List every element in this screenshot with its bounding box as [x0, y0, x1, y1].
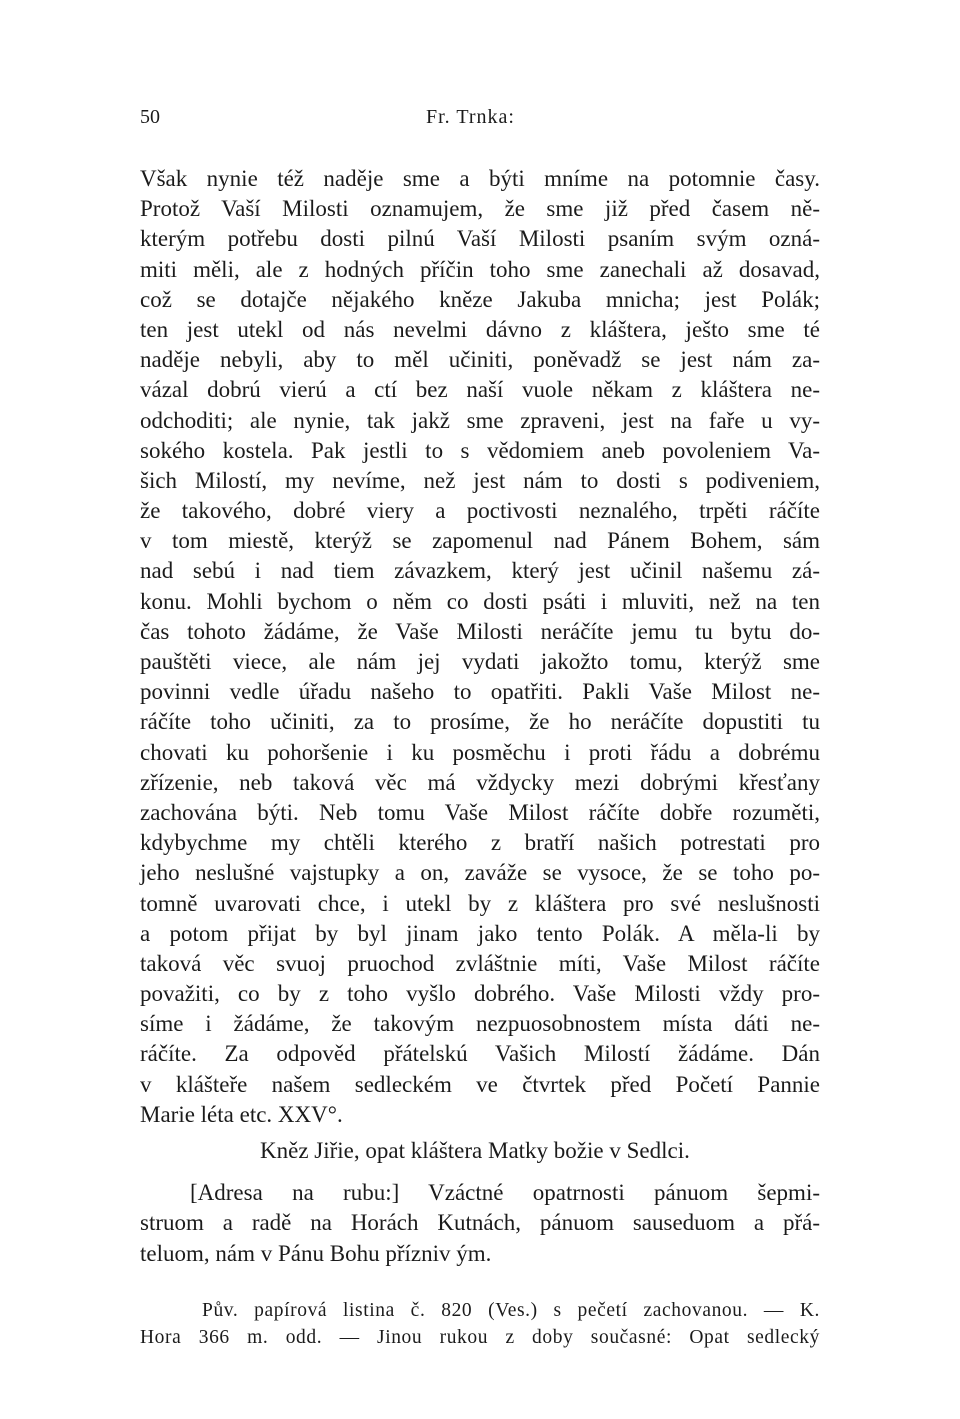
address-line: teluom, nám v Pánu Bohu přízniv ým. — [140, 1240, 492, 1266]
text-line: Marie léta etc. XXV°. — [140, 1101, 343, 1127]
text-line: což se dotajče nějakého kněze Jakuba mnicha; jest Polák; — [140, 286, 820, 312]
archival-note — [140, 1297, 820, 1351]
text-line: Protož Vaší Milosti oznamujem, že sme již před časem ně- — [140, 196, 820, 222]
letter-signature: Kněz Jiřie, opat kláštera Matky božie v Sedlci. — [260, 1138, 690, 1163]
text-line: taková věc svuoj pruochod zvláštnie míti, Vaše Milost ráčíte — [140, 950, 820, 976]
text-line: odchoditi; ale nynie, tak jakž sme zpraveni, jest na faře u vy- — [140, 407, 820, 433]
text-line: zřízenie, neb taková věc má vždycky mezi dobrými křesťany — [140, 769, 820, 795]
text-line: považiti, co by z toho vyšlo dobrého. Vaše Milosti vždy pro- — [140, 981, 820, 1007]
text-line: ráčíte. Za odpověd přátelskú Vašich Milostí žádáme. Dán — [140, 1041, 820, 1067]
text-line: sokého kostela. Pak jestli to s vědomiem aneb povoleniem Va- — [140, 437, 820, 463]
text-line: konu. Mohli bychom o něm co dosti psáti i mluviti, než na ten — [140, 588, 820, 614]
note-line: Pův. papírová listina č. 820 (Ves.) s pečetí zachovanou. — K. — [202, 1299, 820, 1321]
text-line: šich Milostí, my nevíme, než jest nám to dosti s podiveniem, — [140, 467, 820, 493]
text-line: že takového, dobré viery a poctivosti neznalého, trpěti ráčíte — [140, 498, 820, 524]
text-line: naděje nebyli, aby to měl učiniti, poněvadž se jest nám za- — [140, 347, 820, 373]
address-note — [140, 1178, 820, 1269]
text-line: kdybychme my chtěli kterého z bratří našich potrestati pro — [140, 830, 820, 856]
address-line: struom a radě na Horách Kutnách, pánuom sauseduom a přá- — [140, 1210, 820, 1236]
text-line: nad sebú i nad tiem závazkem, který jest učinil našemu zá- — [140, 558, 820, 584]
text-line: síme i žádáme, že takovým nezpuosobnostem místa dáti ne- — [140, 1011, 820, 1037]
note-line: Hora 366 m. odd. — Jinou rukou z doby současné: Opat sedlecký — [140, 1326, 820, 1348]
text-line: v klášteře našem sedleckém ve čtvrtek před Početí Pannie — [140, 1071, 820, 1097]
text-line: v tom miestě, kterýž se zapomenul nad Pánem Bohem, sám — [140, 528, 820, 554]
text-line: čas tohoto žádáme, že Vaše Milosti neráčíte jemu tu bytu do- — [140, 618, 820, 644]
text-line: Však nynie též naděje sme a býti mníme na potomnie časy. — [140, 166, 820, 191]
text-line: kterým potřebu dosti pilnú Vaší Milosti psaním svým ozná- — [140, 226, 820, 252]
text-line: ráčíte toho učiniti, za to prosíme, že ho neráčíte dopustiti tu — [140, 709, 820, 735]
book-page — [140, 100, 820, 1351]
text-line: chovati ku pohoršenie i ku posměchu i proti řádu a dobrému — [140, 739, 820, 765]
text-line: a potom přijat by byl jinam jako tento Polák. A měla-li by — [140, 920, 820, 946]
text-line: jeho neslušné vajstupky a on, zaváže se vysoce, že se toho po- — [140, 860, 820, 886]
letter-text — [140, 164, 820, 1130]
header-title: Fr. Trnka: — [426, 106, 515, 128]
text-line: povinni vedle úřadu našeho to opatřiti. Pakli Vaše Milost ne- — [140, 679, 820, 705]
text-line: ten jest utekl od nás nevelmi dávno z kláštera, ješto sme té — [140, 316, 820, 342]
text-line: pauštěti viece, ale nám jej vydati jakožto tomu, kterýž sme — [140, 649, 820, 674]
address-line: [Adresa na rubu:] Vzáctné opatrnosti pánuom šepmi- — [190, 1180, 820, 1206]
running-header — [140, 100, 820, 134]
text-line: vázal dobrú vierú a ctí bez naší vuole někam z kláštera ne- — [140, 377, 820, 403]
text-line: zachována býti. Neb tomu Vaše Milost ráčíte dobře rozuměti, — [140, 799, 820, 825]
text-line: tomně uvarovati chce, i utekl by z kláštera pro své neslušnosti — [140, 890, 820, 916]
page-number: 50 — [140, 106, 160, 128]
text-line: miti měli, ale z hodných příčin toho sme zanechali až dosavad, — [140, 256, 820, 282]
